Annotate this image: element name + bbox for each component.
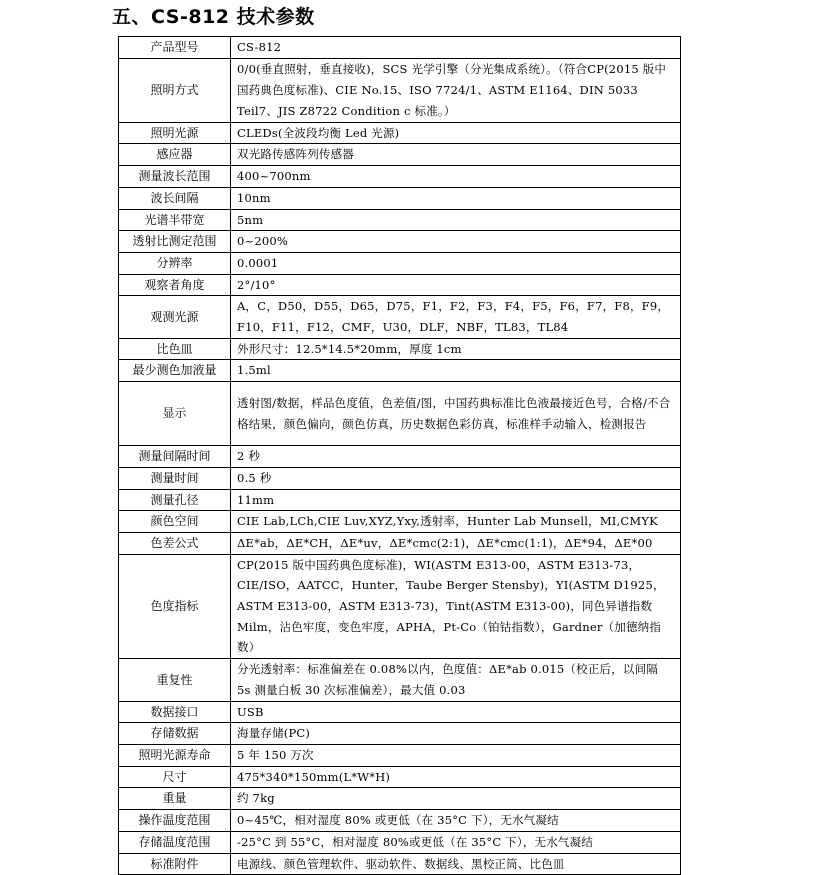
row-label: 测量时间 — [119, 467, 231, 489]
table-row — [119, 382, 681, 446]
row-value: CP(2015 版中国药典色度标准)，WI(ASTM E313-00，ASTM E313-73，CIE/ISO，AATCC，Hunter，Taube Berger Stensby)，YI(ASTM D1925，ASTM E313-00，ASTM E313-73)，Tint(ASTM E313-00)，同色异谱指数 Milm，沾色牢度，变色牢度，APHA，Pt-Co（铂钴指数），Gardner（加德纳指数） — [231, 554, 681, 659]
row-label: 色度指标 — [119, 554, 231, 659]
row-label: 照明光源寿命 — [119, 744, 231, 766]
table-row — [119, 489, 681, 511]
row-label: 照明方式 — [119, 58, 231, 122]
table-row — [119, 360, 681, 382]
row-value: 10nm — [231, 187, 681, 209]
row-value: 11mm — [231, 489, 681, 511]
page-heading: 五、CS-812 技术参数 — [112, 6, 315, 28]
table-row — [119, 810, 681, 832]
row-value: CIE Lab,LCh,CIE Luv,XYZ,Yxy,透射率，Hunter Lab Munsell，MI,CMYK — [231, 511, 681, 533]
row-value: 0~45℃，相对湿度 80% 或更低（在 35°C 下），无水气凝结 — [231, 810, 681, 832]
table-row — [119, 144, 681, 166]
row-value: USB — [231, 701, 681, 723]
table-row — [119, 511, 681, 533]
row-label: 透射比测定范围 — [119, 231, 231, 253]
table-row — [119, 766, 681, 788]
row-label: 存储数据 — [119, 723, 231, 745]
row-label: 观测光源 — [119, 296, 231, 338]
row-label: 标准附件 — [119, 853, 231, 875]
row-label: 光谱半带宽 — [119, 209, 231, 231]
row-label: 数据接口 — [119, 701, 231, 723]
row-label: 重复性 — [119, 659, 231, 701]
row-value: 分光透射率：标准偏差在 0.08%以内，色度值：ΔE*ab 0.015（校正后，以间隔 5s 测量白板 30 次标准偏差），最大值 0.03 — [231, 659, 681, 701]
row-label: 比色皿 — [119, 338, 231, 360]
table-row — [119, 209, 681, 231]
table-row — [119, 701, 681, 723]
row-value: 1.5ml — [231, 360, 681, 382]
spec-table — [118, 36, 681, 875]
table-row — [119, 788, 681, 810]
row-value: A，C，D50，D55，D65，D75，F1，F2，F3，F4，F5，F6，F7，F8，F9，F10，F11，F12，CMF，U30，DLF，NBF，TL83，TL84 — [231, 296, 681, 338]
row-value: 0~200% — [231, 231, 681, 253]
row-label: 测量波长范围 — [119, 166, 231, 188]
row-value: 0.5 秒 — [231, 467, 681, 489]
row-value: 海量存储(PC) — [231, 723, 681, 745]
table-row — [119, 187, 681, 209]
row-label: 测量间隔时间 — [119, 446, 231, 468]
row-label: 存储温度范围 — [119, 831, 231, 853]
table-row — [119, 231, 681, 253]
row-label: 测量孔径 — [119, 489, 231, 511]
row-label: 观察者角度 — [119, 274, 231, 296]
row-value: ΔE*ab，ΔE*CH，ΔE*uv，ΔE*cmc(2:1)，ΔE*cmc(1:1)，ΔE*94，ΔE*00 — [231, 532, 681, 554]
table-row — [119, 37, 681, 59]
row-value: 0.0001 — [231, 252, 681, 274]
table-row — [119, 554, 681, 659]
table-row — [119, 338, 681, 360]
table-row — [119, 723, 681, 745]
row-value: CS-812 — [231, 37, 681, 59]
row-label: 照明光源 — [119, 122, 231, 144]
row-value: 电源线、颜色管理软件、驱动软件、数据线、黑校正筒、比色皿 — [231, 853, 681, 875]
row-value: 0/0(垂直照射，垂直接收)，SCS 光学引擎（分光集成系统）。（符合CP(2015 版中国药典色度标准)、CIE No.15、ISO 7724/1、ASTM E1164、DIN 5033 Teil7、JIS Z8722 Condition c 标准。） — [231, 58, 681, 122]
table-row — [119, 659, 681, 701]
row-value: 双光路传感阵列传感器 — [231, 144, 681, 166]
row-label: 产品型号 — [119, 37, 231, 59]
row-value: 外形尺寸：12.5*14.5*20mm，厚度 1cm — [231, 338, 681, 360]
table-row — [119, 831, 681, 853]
table-row — [119, 296, 681, 338]
row-value: 5 年 150 万次 — [231, 744, 681, 766]
row-label: 尺寸 — [119, 766, 231, 788]
row-value: 约 7kg — [231, 788, 681, 810]
row-label: 色差公式 — [119, 532, 231, 554]
table-row — [119, 274, 681, 296]
row-value: 475*340*150mm(L*W*H) — [231, 766, 681, 788]
table-row — [119, 166, 681, 188]
row-label: 操作温度范围 — [119, 810, 231, 832]
row-label: 波长间隔 — [119, 187, 231, 209]
row-label: 感应器 — [119, 144, 231, 166]
row-label: 分辨率 — [119, 252, 231, 274]
row-value: -25°C 到 55°C，相对湿度 80%或更低（在 35°C 下），无水气凝结 — [231, 831, 681, 853]
row-label: 颜色空间 — [119, 511, 231, 533]
row-value: 400~700nm — [231, 166, 681, 188]
row-label: 重量 — [119, 788, 231, 810]
table-row — [119, 252, 681, 274]
row-value: 2°/10° — [231, 274, 681, 296]
table-row — [119, 467, 681, 489]
row-value: 2 秒 — [231, 446, 681, 468]
table-row — [119, 744, 681, 766]
row-value: 透射图/数据，样品色度值，色差值/图，中国药典标准比色液最接近色号，合格/不合格结果，颜色偏向，颜色仿真，历史数据色彩仿真，标准样手动输入，检测报告 — [231, 382, 681, 446]
table-row — [119, 122, 681, 144]
row-label: 最少测色加液量 — [119, 360, 231, 382]
spec-table-body — [119, 37, 681, 875]
row-label: 显示 — [119, 382, 231, 446]
table-row — [119, 446, 681, 468]
row-value: 5nm — [231, 209, 681, 231]
table-row — [119, 532, 681, 554]
table-row — [119, 853, 681, 875]
table-row — [119, 58, 681, 122]
row-value: CLEDs(全波段均衡 Led 光源) — [231, 122, 681, 144]
